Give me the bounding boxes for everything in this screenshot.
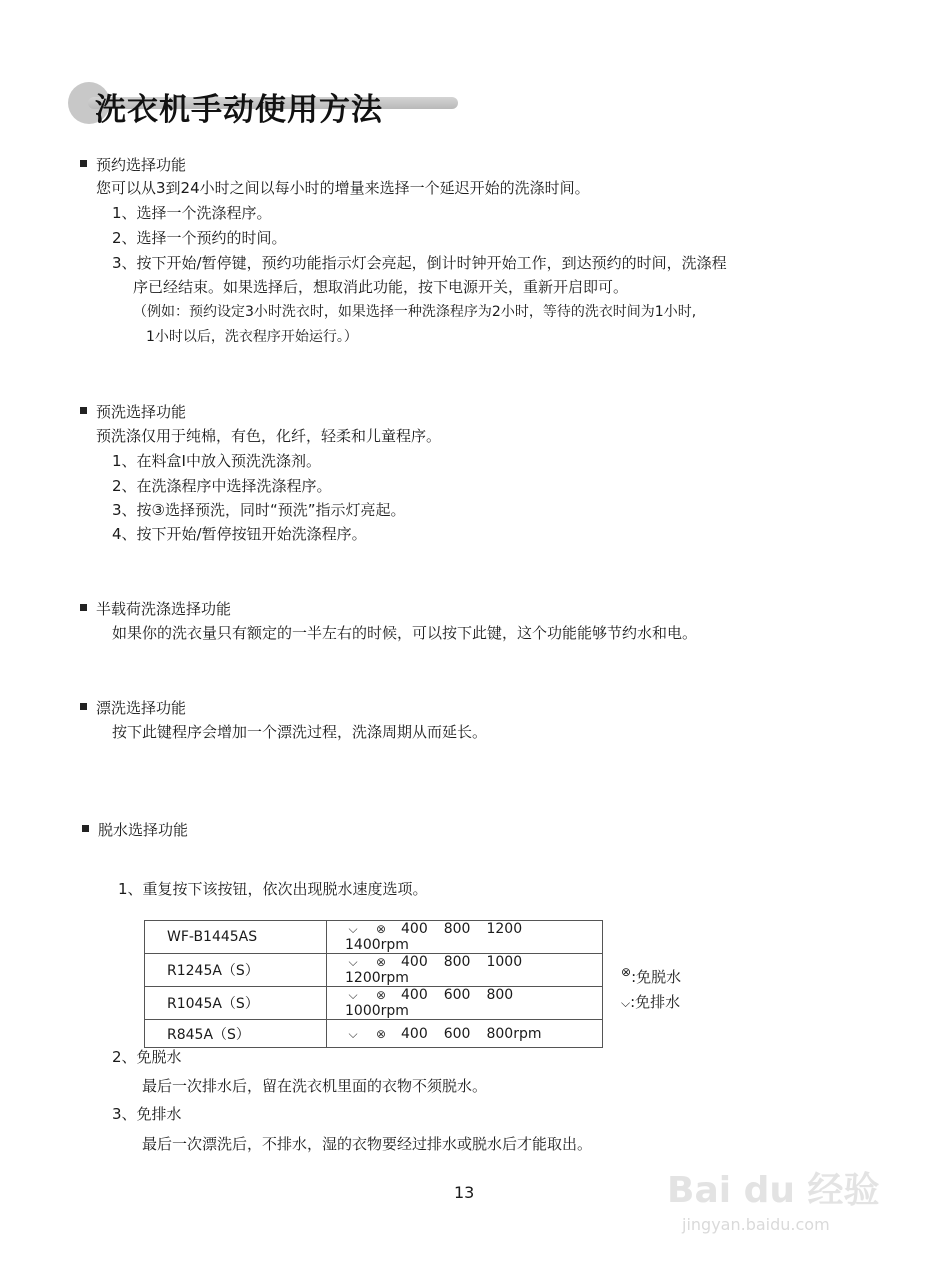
spin-speed-table	[144, 920, 603, 1048]
page-title: 洗衣机手动使用方法	[95, 92, 383, 128]
speeds-cell	[327, 954, 603, 987]
spin-step-2-heading: 2、免脱水	[112, 1048, 182, 1066]
section-heading-halfload	[80, 598, 231, 619]
table-row	[145, 1020, 603, 1048]
crossed-circle-icon: ⊗	[621, 965, 632, 979]
section-heading-delay	[80, 154, 186, 175]
speed-value: 1400rpm	[345, 937, 409, 953]
prewash-step-4: 4、按下开始/暂停按钮开始洗涤程序。	[112, 525, 367, 543]
table-row	[145, 954, 603, 987]
bullet-square-icon	[80, 407, 87, 414]
speed-value: 600	[443, 987, 471, 1003]
model-cell: WF-B1445AS	[145, 921, 327, 954]
model-cell: R845A（S）	[145, 1020, 327, 1048]
crossed-circle-icon: ⊗	[375, 922, 387, 936]
prewash-step-1: 1、在料盒I中放入预洗洗涤剂。	[112, 452, 321, 470]
speed-value: 400	[401, 921, 428, 937]
heading-text: 漂洗选择功能	[96, 699, 187, 717]
legend-no-spin-label: :免脱水	[631, 968, 682, 986]
delay-example-a: （例如：预约设定3小时洗衣时，如果选择一种洗涤程序为2小时，等待的洗衣时间为1小时,	[133, 304, 697, 320]
halfload-text: 如果你的洗衣量只有额定的一半左右的时候，可以按下此键，这个功能能够节约水和电。	[112, 624, 698, 642]
speed-value: 1200	[486, 921, 523, 937]
spin-step-1: 1、重复按下该按钮，依次出现脱水速度选项。	[118, 880, 428, 898]
prewash-intro: 预洗涤仅用于纯棉，有色，化纤，轻柔和儿童程序。	[96, 427, 442, 445]
speed-value: 800	[443, 921, 471, 937]
delay-intro: 您可以从3到24小时之间以每小时的增量来选择一个延迟开始的洗涤时间。	[96, 179, 590, 197]
prewash-step-2: 2、在洗涤程序中选择洗涤程序。	[112, 477, 332, 495]
bullet-square-icon	[82, 825, 89, 832]
spin-step-3-heading: 3、免排水	[112, 1105, 182, 1123]
speed-value: 400	[401, 1025, 428, 1042]
speed-value: 400	[401, 987, 428, 1003]
speed-value: 1000	[486, 954, 523, 970]
heading-text: 半载荷洗涤选择功能	[96, 600, 232, 618]
delay-step-1: 1、选择一个洗涤程序。	[112, 204, 272, 222]
basin-icon: ⌵	[348, 988, 358, 1002]
table-row	[145, 987, 603, 1020]
watermark-logo: Bai du 经验	[667, 1170, 880, 1211]
delay-example-b: 1小时以后，洗衣程序开始运行。）	[146, 329, 358, 345]
section-heading-prewash	[80, 401, 186, 422]
speed-value: 600	[443, 1025, 471, 1042]
heading-text: 预洗选择功能	[96, 403, 187, 421]
delay-step-3b: 序已经结束。如果选择后，想取消此功能，按下电源开关，重新开启即可。	[133, 278, 629, 296]
basin-icon: ⌵	[348, 1026, 358, 1041]
speed-value: 800	[486, 987, 514, 1003]
speed-value: 1000rpm	[345, 1003, 409, 1019]
delay-step-2: 2、选择一个预约的时间。	[112, 229, 287, 247]
watermark-url: jingyan.baidu.com	[682, 1215, 830, 1234]
prewash-step-3: 3、按③选择预洗，同时“预洗”指示灯亮起。	[112, 501, 406, 519]
rinse-text: 按下此键程序会增加一个漂洗过程，洗涤周期从而延长。	[112, 723, 488, 741]
speed-value: 1200rpm	[345, 970, 409, 986]
heading-text: 脱水选择功能	[98, 821, 189, 839]
delay-step-3a: 3、按下开始/暂停键，预约功能指示灯会亮起，倒计时钟开始工作，到达预约的时间，洗涤程	[112, 254, 727, 272]
speeds-cell	[327, 987, 603, 1020]
bullet-square-icon	[80, 703, 87, 710]
model-cell: R1245A（S）	[145, 954, 327, 987]
bullet-square-icon	[80, 604, 87, 611]
legend-no-drain	[621, 991, 680, 1012]
heading-text: 预约选择功能	[96, 156, 187, 174]
spin-step-3-text: 最后一次漂洗后，不排水，湿的衣物要经过排水或脱水后才能取出。	[142, 1135, 593, 1153]
crossed-circle-icon: ⊗	[375, 988, 387, 1002]
speeds-cell	[327, 921, 603, 954]
bullet-square-icon	[80, 160, 87, 167]
section-heading-rinse	[80, 697, 186, 718]
speed-value: 400	[401, 954, 428, 970]
table-row	[145, 921, 603, 954]
basin-icon: ⌵	[348, 922, 358, 936]
page-number: 13	[454, 1183, 475, 1202]
crossed-circle-icon: ⊗	[375, 955, 387, 969]
spin-step-2-text: 最后一次排水后，留在洗衣机里面的衣物不须脱水。	[142, 1077, 488, 1095]
speed-value: 800	[443, 954, 471, 970]
basin-icon: ⌵	[621, 996, 631, 1010]
crossed-circle-icon: ⊗	[375, 1026, 387, 1041]
legend-no-drain-label: :免排水	[630, 993, 681, 1011]
speed-value: 800rpm	[486, 1025, 542, 1042]
section-heading-spin	[82, 819, 188, 840]
legend-no-spin	[621, 966, 681, 987]
model-cell: R1045A（S）	[145, 987, 327, 1020]
speeds-cell	[327, 1020, 603, 1048]
basin-icon: ⌵	[348, 955, 358, 969]
